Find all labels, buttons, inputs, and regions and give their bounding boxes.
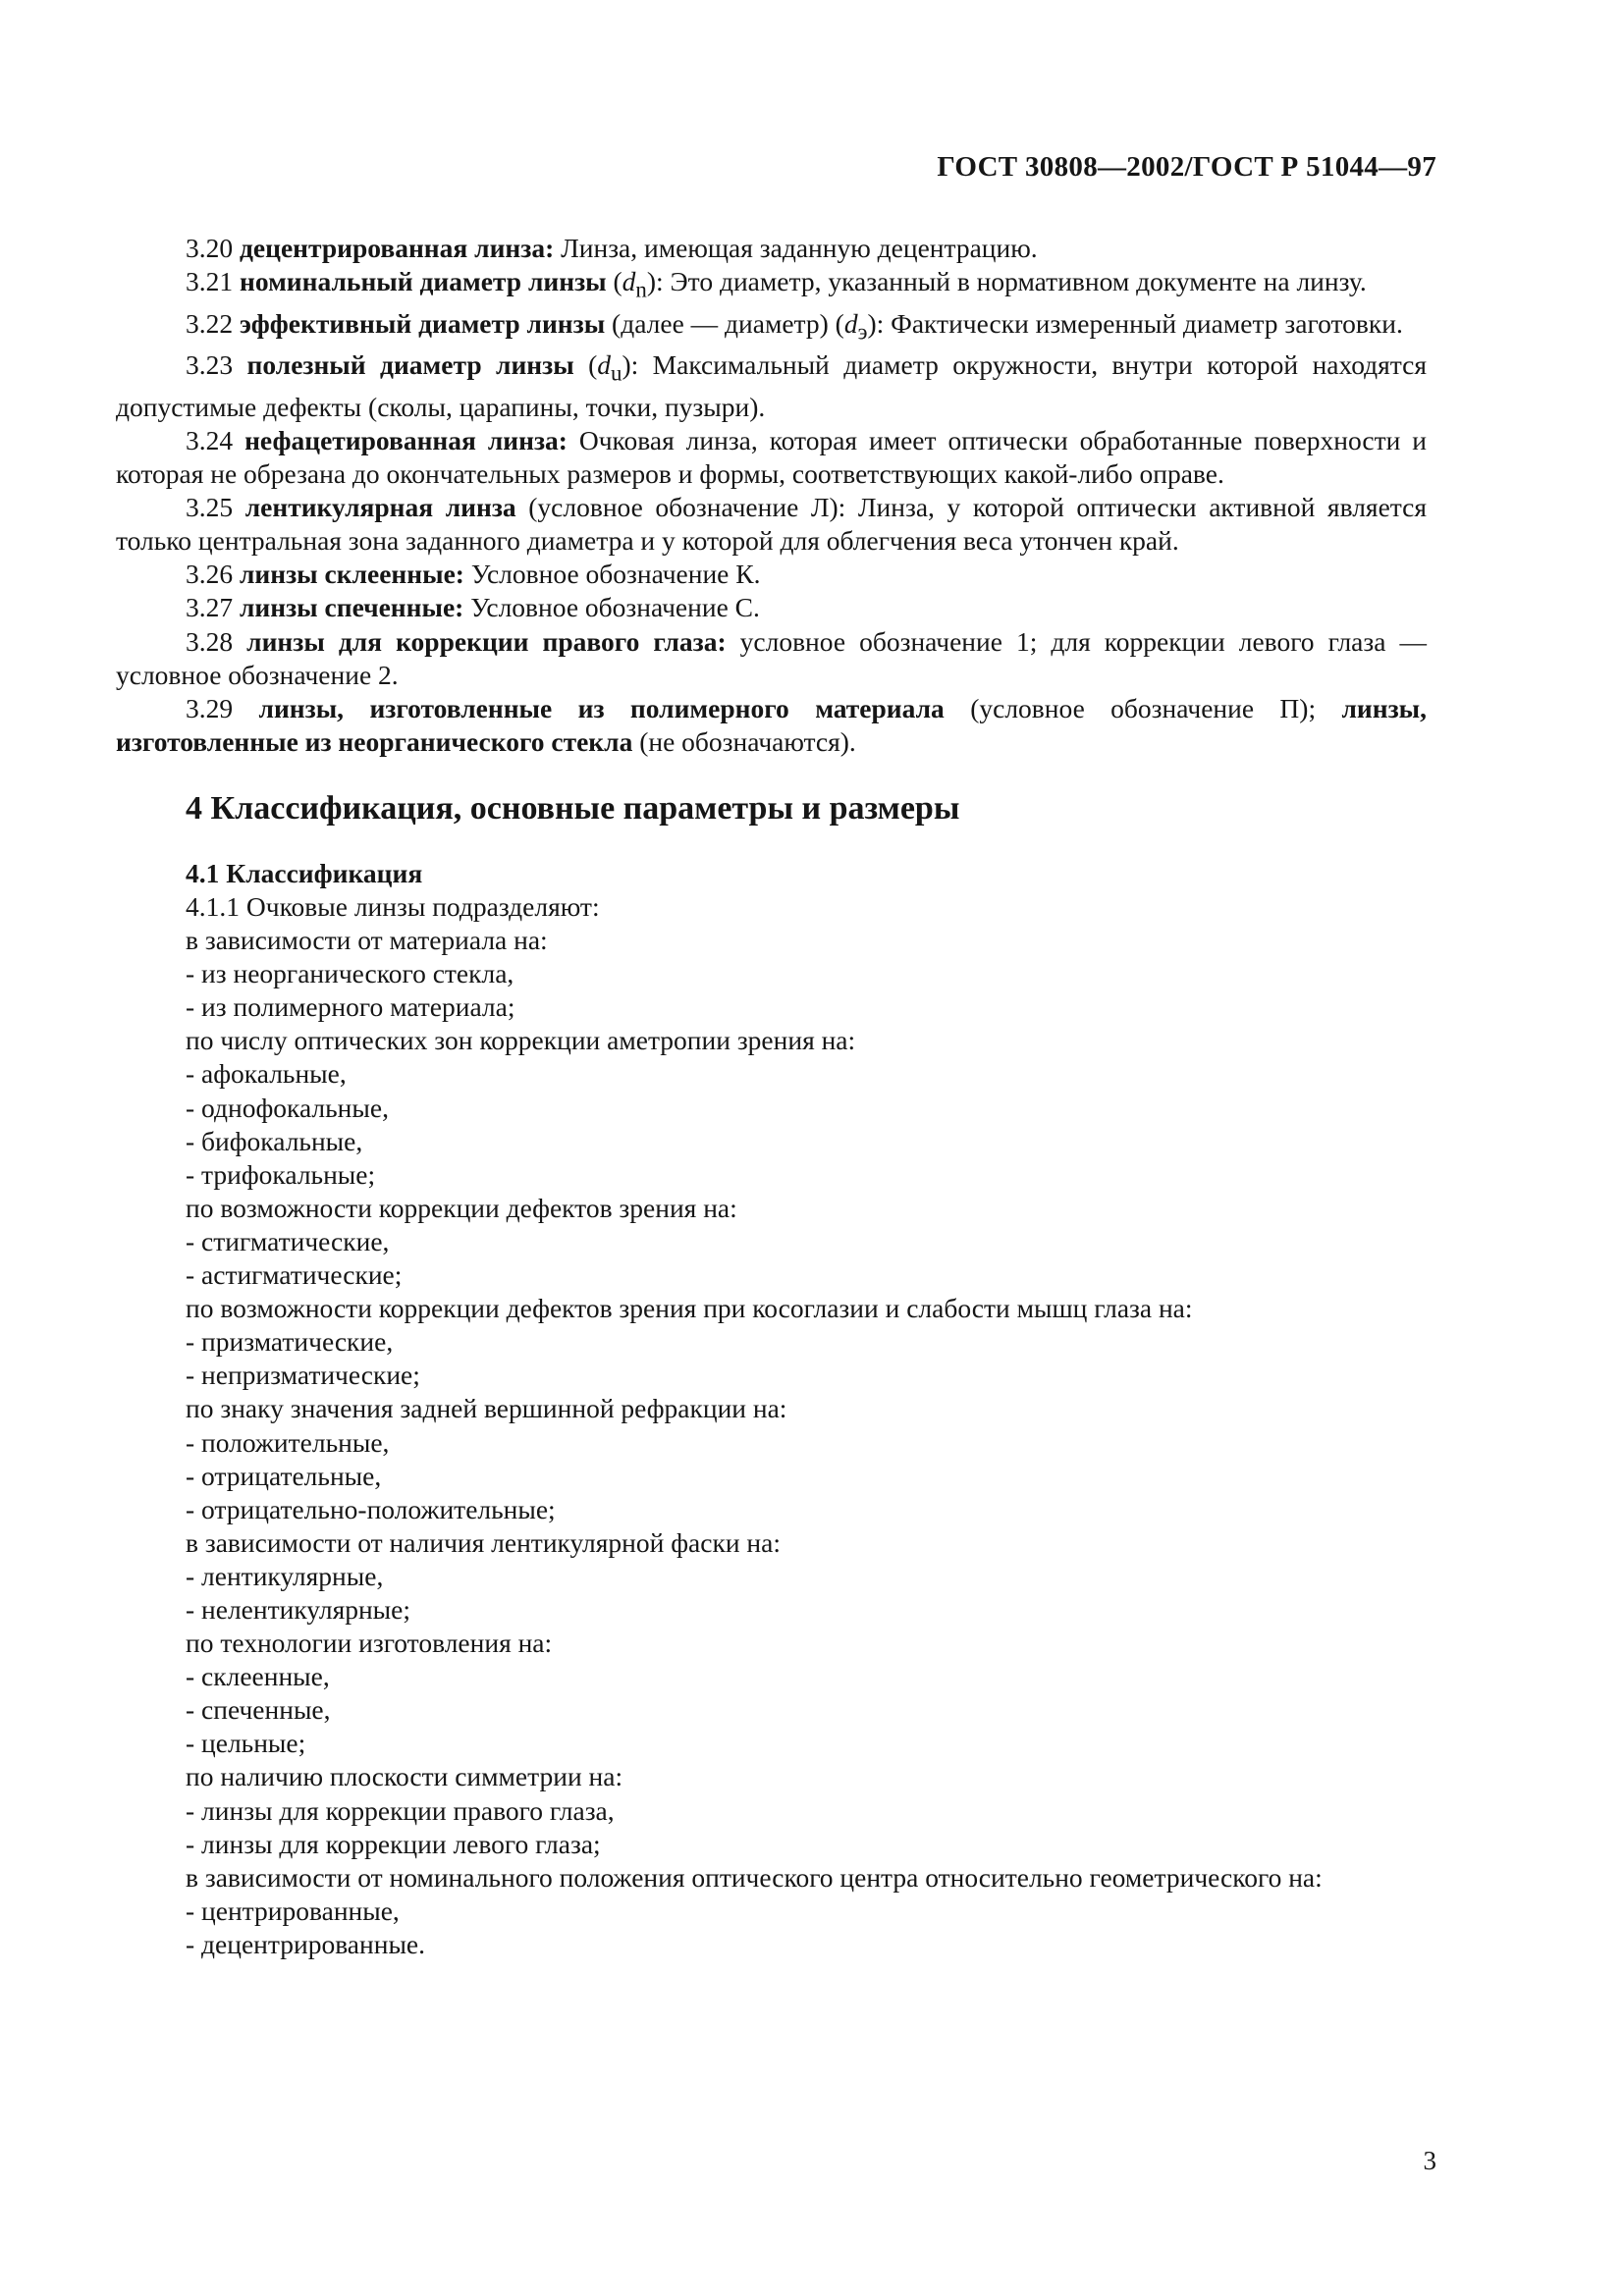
list-item: - линзы для коррекции левого глаза; — [186, 1828, 601, 1859]
term-3-21 — [116, 265, 1427, 307]
term-definition: ): Максимальный диаметр окружности, внутри которой находятся допустимые дефекты (сколы, царапины, точки, пузыри). — [116, 349, 1427, 422]
term-3-23 — [116, 348, 1427, 424]
classification-list — [116, 890, 1427, 1961]
list-item: - стигматические, — [186, 1225, 390, 1256]
term-3-20 — [116, 232, 1427, 265]
term-3-27 — [116, 591, 1427, 624]
term-3-24 — [116, 424, 1427, 491]
list-item: - астигматические; — [186, 1259, 403, 1291]
list-paragraph: в зависимости от номинального положения оптического центра относительно геометрического на: — [186, 1861, 1323, 1893]
list-item: в зависимости от материала на: — [186, 925, 548, 956]
term-symbol-close: ) — [646, 266, 657, 297]
page-header: ГОСТ 30808—2002/ГОСТ Р 51044—97 — [937, 151, 1436, 183]
term-number: 3.23 — [186, 349, 234, 381]
term-number: 3.25 — [186, 492, 234, 523]
term-name: полезный диаметр линзы — [246, 349, 574, 381]
term-definition-secondary: (не обозначаются). — [632, 725, 856, 757]
term-definition: Линза, имеющая заданную децентрацию. — [554, 233, 1038, 263]
term-definition: Очковая линза, которая имеет оптически обработанные поверхности и которая не обрезана до окончательных размеров и формы, соответствующих какой-либо оправе. — [116, 424, 1428, 490]
term-3-28 — [116, 625, 1427, 692]
list-item: - нелентикулярные; — [186, 1593, 411, 1625]
term-number: 3.27 — [186, 592, 234, 623]
term-number: 3.26 — [186, 559, 234, 590]
list-item: по числу оптических зон коррекции аметропии зрения на: — [186, 1025, 856, 1056]
list-item: по технологии изготовления на: — [186, 1628, 553, 1659]
term-symbol: d — [597, 349, 612, 381]
term-definition: (условное обозначение Л): Линза, у которой оптически активной является только центральная зона заданного диаметра и у которой для облегчения веса утончен край. — [116, 492, 1427, 557]
term-name: линзы, изготовленные из полимерного материала — [258, 692, 945, 723]
term-symbol-subscript: n — [635, 277, 647, 302]
list-item: - непризматические; — [186, 1360, 420, 1391]
page-number: 3 — [1423, 2146, 1436, 2175]
term-symbol-open: ( — [606, 266, 622, 297]
term-definition: условное обозначение 1; для коррекции левого глаза — условное обозначение 2. — [116, 625, 1427, 690]
term-number: 3.28 — [186, 625, 234, 657]
term-definition: ): Фактически измеренный диаметр заготовки. — [867, 307, 1403, 339]
term-number: 3.24 — [186, 424, 234, 455]
term-definition: : Это диаметр, указанный в нормативном документе на линзу. — [656, 266, 1367, 297]
list-item: - отрицательные, — [186, 1460, 382, 1491]
list-item: - отрицательно-положительные; — [186, 1493, 556, 1524]
list-item: - положительные, — [186, 1426, 390, 1458]
term-symbol-subscript: u — [611, 360, 622, 386]
list-item: - однофокальные, — [186, 1092, 389, 1123]
list-item: - спеченные, — [186, 1694, 331, 1726]
term-symbol-subscript: э — [857, 319, 868, 345]
list-item: - трифокальные; — [186, 1158, 376, 1190]
term-symbol: d — [622, 266, 636, 297]
term-3-25 — [116, 491, 1427, 558]
document-body — [116, 232, 1427, 1961]
term-3-29 — [116, 692, 1427, 759]
list-item: по возможности коррекции дефектов зрения на: — [186, 1192, 737, 1223]
list-item: - децентрированные. — [186, 1928, 426, 1959]
term-number: 3.22 — [186, 307, 234, 339]
term-name: децентрированная линза: — [240, 233, 555, 263]
list-item: - бифокальные, — [186, 1125, 363, 1156]
term-note: (далее — диаметр) ( — [605, 307, 844, 339]
term-symbol: d — [843, 307, 858, 339]
term-number: 3.29 — [186, 692, 234, 723]
list-item: - афокальные, — [186, 1058, 347, 1090]
term-definition: Условное обозначение С. — [463, 592, 760, 623]
term-name: линзы для коррекции правого глаза: — [246, 625, 727, 657]
term-name: нефацетированная линза: — [244, 424, 568, 455]
list-item: - цельные; — [186, 1728, 306, 1759]
term-name-secondary: линзы, изготовленные из неорганического стекла — [116, 692, 1428, 757]
list-item: в зависимости от наличия лентикулярной фаски на: — [186, 1526, 781, 1558]
term-definition: (условное обозначение П); — [944, 692, 1342, 723]
term-3-22 — [116, 307, 1427, 349]
term-number: 3.20 — [186, 233, 234, 263]
list-item: - лентикулярные, — [186, 1560, 384, 1591]
term-name: эффективный диаметр линзы — [240, 307, 606, 339]
term-name: линзы склеенные: — [240, 559, 464, 590]
list-item: по знаку значения задней вершинной рефракции на: — [186, 1393, 787, 1424]
section-title: 4 Классификация, основные параметры и размеры — [186, 789, 960, 827]
list-item: - склеенные, — [186, 1661, 330, 1692]
term-symbol-open: ( — [573, 349, 598, 381]
list-item: по возможности коррекции дефектов зрения при косоглазии и слабости мышц глаза на: — [186, 1293, 1193, 1324]
term-3-26 — [116, 558, 1427, 591]
term-number: 3.21 — [186, 266, 234, 297]
term-name: линзы спеченные: — [240, 592, 464, 623]
term-name: номинальный диаметр линзы — [240, 266, 607, 297]
list-item: - линзы для коррекции правого глаза, — [186, 1794, 615, 1826]
list-item: - из полимерного материала; — [186, 991, 515, 1023]
list-item: - призматические, — [186, 1326, 394, 1358]
list-item: 4.1.1 Очковые линзы подразделяют: — [186, 891, 600, 922]
list-item: - центрированные, — [186, 1895, 400, 1926]
list-item: - из неорганического стекла, — [186, 958, 514, 989]
list-item: по наличию плоскости симметрии на: — [186, 1761, 623, 1792]
term-name: лентикулярная линза — [244, 492, 516, 523]
term-definition: Условное обозначение К. — [463, 559, 761, 590]
subsection-title: 4.1 Классификация — [186, 857, 423, 888]
